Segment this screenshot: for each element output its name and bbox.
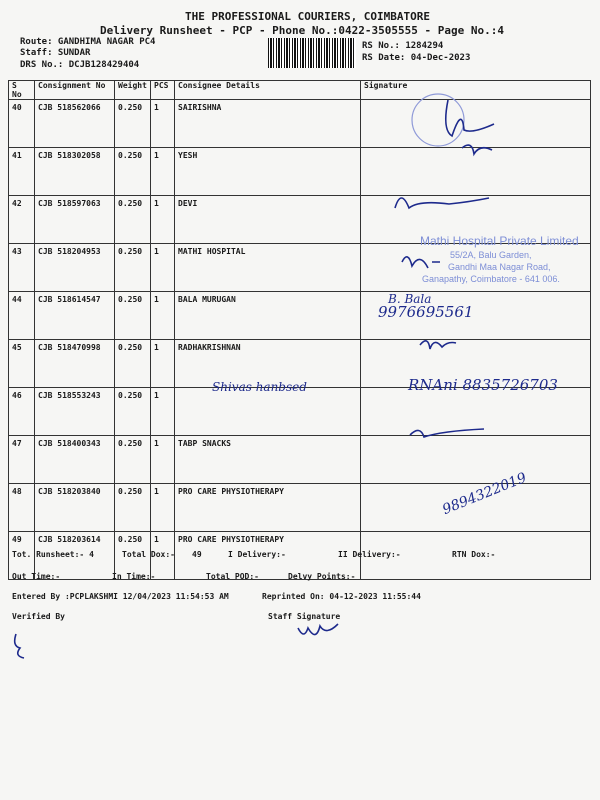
drs-label: DRS No.: DCJB128429404	[20, 60, 140, 70]
sno: 40	[9, 100, 35, 148]
stamp-line-4: Ganapathy, Coimbatore - 641 006.	[422, 274, 560, 284]
col-consignee: Consignee Details	[175, 81, 361, 100]
consignment-no: CJB 518470998	[35, 340, 115, 388]
sno: 44	[9, 292, 35, 340]
stamp-line-1: Mathi Hospital Private Limited	[420, 234, 579, 248]
consignment-no: CJB 518204953	[35, 244, 115, 292]
consignee: DEVI	[175, 196, 361, 244]
row46-signature: RNAni 8835726703	[408, 376, 558, 394]
consignee: SAIRISHNA	[175, 100, 361, 148]
sno: 46	[9, 388, 35, 436]
consignment-no: CJB 518553243	[35, 388, 115, 436]
weight: 0.250	[115, 388, 151, 436]
sno: 42	[9, 196, 35, 244]
pcs: 1	[151, 148, 175, 196]
weight: 0.250	[115, 436, 151, 484]
rtn-dox: RTN Dox:-	[452, 550, 496, 559]
total-pod: Total POD:-	[206, 572, 259, 581]
row44-initial: B. Bala	[388, 292, 432, 306]
consignee: BALA MURUGAN	[175, 292, 361, 340]
staff-label: Staff: SUNDAR	[20, 48, 91, 58]
ii-delivery: II Delivery:-	[338, 550, 401, 559]
verified-signature-scribble	[15, 634, 24, 658]
consignment-no: CJB 518203840	[35, 484, 115, 532]
tot-runsheet: Tot. Runsheet:- 4	[12, 550, 94, 559]
weight: 0.250	[115, 100, 151, 148]
consignee: PRO CARE PHYSIOTHERAPY	[175, 532, 361, 580]
pcs: 1	[151, 100, 175, 148]
rs-date: RS Date: 04-Dec-2023	[362, 53, 471, 63]
signature-47	[410, 429, 484, 437]
weight: 0.250	[115, 196, 151, 244]
sno: 48	[9, 484, 35, 532]
col-weight: Weight	[115, 81, 151, 100]
row44-phone: 9976695561	[378, 303, 474, 321]
pcs: 1	[151, 388, 175, 436]
consignment-no: CJB 518597063	[35, 196, 115, 244]
col-signature: Signature	[361, 81, 591, 100]
signature-40	[446, 100, 494, 136]
pcs: 1	[151, 436, 175, 484]
staff-signature-scribble	[298, 624, 338, 635]
signature-45	[420, 341, 456, 349]
weight: 0.250	[115, 292, 151, 340]
consignee: YESH	[175, 148, 361, 196]
signature-43	[402, 257, 440, 268]
weight: 0.250	[115, 148, 151, 196]
col-sno: S No	[9, 81, 35, 100]
total-dox-value: 49	[192, 550, 202, 559]
round-stamp-icon	[412, 94, 464, 146]
col-consignment: Consignment No	[35, 81, 115, 100]
stamp-line-3: Gandhi Maa Nagar Road,	[448, 262, 551, 272]
pcs: 1	[151, 292, 175, 340]
i-delivery: I Delivery:-	[228, 550, 286, 559]
consignee: RADHAKRISHNAN	[175, 340, 361, 388]
pcs: 1	[151, 196, 175, 244]
signature-42	[395, 198, 489, 208]
weight: 0.250	[115, 244, 151, 292]
consignment-no: CJB 518614547	[35, 292, 115, 340]
weight: 0.250	[115, 340, 151, 388]
staff-signature: Staff Signature	[268, 612, 341, 621]
delvy-points: Delvy Points:-	[288, 572, 356, 581]
verified-by: Verified By	[12, 612, 65, 621]
consignee: TABP SNACKS	[175, 436, 361, 484]
pcs: 1	[151, 244, 175, 292]
out-time: Out Time:-	[12, 572, 61, 581]
weight: 0.250	[115, 532, 151, 580]
sno: 45	[9, 340, 35, 388]
sno: 41	[9, 148, 35, 196]
sno: 47	[9, 436, 35, 484]
route-label: Route: GANDHIMA NAGAR PC4	[20, 37, 156, 47]
rs-number: RS No.: 1284294	[362, 41, 444, 51]
consignment-no: CJB 518203614	[35, 532, 115, 580]
consignee: PRO CARE PHYSIOTHERAPY	[175, 484, 361, 532]
reprinted-on: Reprinted On: 04-12-2023 11:55:44	[262, 592, 421, 601]
in-time: In Time:-	[112, 572, 156, 581]
weight: 0.250	[115, 484, 151, 532]
company-title: THE PROFESSIONAL COURIERS, COIMBATORE	[185, 10, 431, 23]
stamp-line-2: 55/2A, Balu Garden,	[450, 250, 532, 260]
consignee: MATHI HOSPITAL	[175, 244, 361, 292]
signature-41	[462, 145, 492, 154]
entered-by: Entered By :PCPLAKSHMI 12/04/2023 11:54:53 AM	[12, 592, 229, 601]
pcs: 1	[151, 532, 175, 580]
consignment-no: CJB 518302058	[35, 148, 115, 196]
sno: 43	[9, 244, 35, 292]
runsheet-subtitle: Delivery Runsheet - PCP - Phone No.:0422-3505555 - Page No.:4	[100, 24, 504, 37]
pcs: 1	[151, 340, 175, 388]
row46-name: Shivas hanbsed	[212, 380, 307, 394]
consignment-no: CJB 518562066	[35, 100, 115, 148]
row48-phone: 9894322019	[440, 469, 529, 519]
consignment-no: CJB 518400343	[35, 436, 115, 484]
col-pcs: PCS	[151, 81, 175, 100]
sno: 49	[9, 532, 35, 580]
pcs: 1	[151, 484, 175, 532]
total-dox-label: Total Dox:-	[122, 550, 175, 559]
